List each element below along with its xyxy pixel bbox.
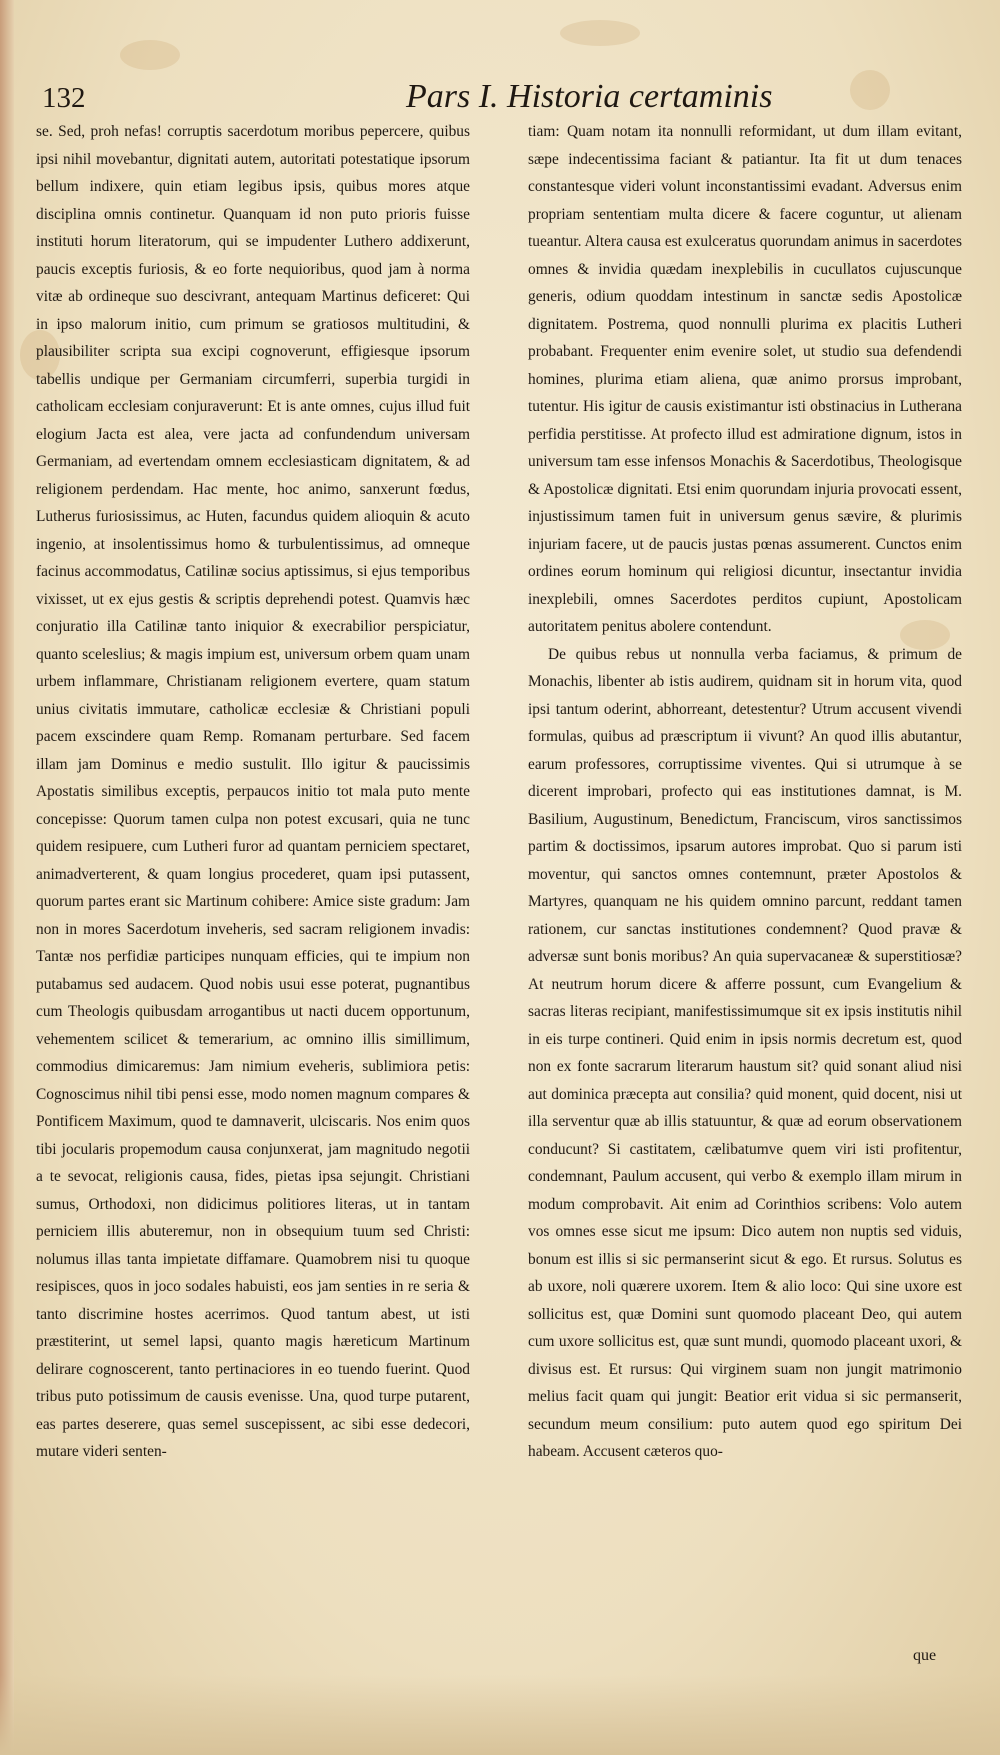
page-edge (0, 0, 14, 1755)
right-column (528, 118, 962, 1678)
paper-stain (120, 40, 180, 70)
catchword: que (913, 1647, 937, 1664)
left-column (36, 118, 470, 1678)
left-column-text: se. Sed, proh nefas! corruptis sacerdotum moribus pepercere, quibus ipsi nihil movebantur, dignitati autem, autoritati potestatique ipsorum bellum indixere, quin etiam legibus ipsis, quibus mores atque disciplina omnis continetur. Quanquam id non puto prioris fuisse instituti horum literatorum, qui se impudenter Luthero addixerunt, paucis exceptis furiosis, & eo forte nequioribus, quod jam à norma vitæ ab ordineque suo descivrant, antequam Martinus deficeret: Qui in ipso malorum initio, cum primum se gratiosos multitudini, & plausibiliter scripta sua excipi cognoverunt, effigiesque ipsorum tabellis undique per Germaniam circumferri, superbia turgidi in catholicam ecclesiam conjuraverunt: Et is ante omnes, cujus illud fuit elogium Jacta est alea, vere jacta ad confundendum universam Germaniam, ad evertendam omnem ecclesiasticam dignitatem, & ad religionem perdendam. Hac mente, hoc animo, sanxerunt fœdus, Lutherus furiosissimus, ac Huten, facundus quidem alioquin & acuto ingenio, at insolentissimus homo & turbulentissimus, ad omneque facinus accommodatus, Catilinæ socius aptissimus, si ejus temporibus vixisset, ut ex ejus gestis & scriptis deprehendi potest. Quamvis hæc conjuratio illa Catilinæ tanto iniquior & execrabilior perspiciatur, quanto sceleslius; & magis impium est, universum orbem quam unam urbem inflammare, Christianam religionem evertere, quam statum unius civitatis immutare, catholicæ ecclesiæ & Christiani populi pacem exscindere quam Remp. Romanam perturbare. Sed facem illam jam Dominus e medio sustulit. Illo igitur & paucissimis Apostatis similibus exceptis, perpaucos initio tot mala puto mente concepisse: Quorum tamen culpa non potest excusari, quia ne tunc quidem resipuere, cum Lutheri furor ad quantam perniciem spectaret, animadverterent, & quam longius procederet, quam ipsi putassent, quorum partes erant sic Martinum cohibere: Amice siste gradum: Jam non in mores Sacerdotum inveheris, sed sacram religionem invadis: Tantæ nos perfidiæ participes nunquam efficies, qui te impium non putabamus sed audacem. Quod nobis usui esse poterat, pugnantibus cum Theologis quibusdam arrogantibus ut nacti ducem opportunum, vehementem scilicet & temerarium, ac omnino illis simillimum, commodius dimicaremus: Jam nimium eveheris, sublimiora petis: Cognoscimus nihil tibi pensi esse, modo nomen magnum compares & Pontificem Maximum, quod te damnaverit, ulciscaris. Nos enim quos tibi jocularis propemodum causa conjunxerat, jam magnitudo negotii a te sevocat, religionis causa, fides, pietas ipsa sejungit. Christiani sumus, Orthodoxi, non didicimus politiores literas, ut in tantam perniciem illis abuteremur, non in obsequium tuum sed Christi: nolumus illas tanta impietate diffamare. Quamobrem nisi tu quoque resipisces, quos in joco sodales habuisti, eos jam senties in re seria & tanto discrimine hostes acerrimos. Quod tantum abest, ut isti præstiterint, ut semel lapsi, quanto magis hæreticum Martinum delirare cognoscerent, tanto pertinaciores in eo tuendo fuerint. Quod tribus puto potissimum de causis evenisse. Una, quod turpe putarent, eas partes deserere, quas semel suscepissent, ac sibi esse dedecori, mutare videri senten- (36, 123, 470, 1460)
running-title: Pars I. Historia certaminis (406, 78, 773, 115)
right-paragraph-1: tiam: Quam notam ita nonnulli reformidant, ut dum illam evitant, sæpe indecentissima faciant & patiantur. Ita fit ut dum tenaces constantesque videri volunt inconstantissimi evadant. Adversus enim propriam sententiam multa dicere & facere coguntur, ut alienam tueantur. Altera causa est exulceratus quorundam animus in sacerdotes omnes & invidia quædam inexplebilis in cucullatos cujuscunque generis, odium quoddam intestinum in sanctæ sedis Apostolicæ dignitatem. Postrema, quod nonnulli plurima ex placitis Lutheri probabant. Frequenter enim evenire solet, ut studio sua defendendi homines, plurima etiam aliena, quæ animo prorsus improbant, tutentur. His igitur de causis existimantur isti obstinacius in Lutherana perfidia perstitisse. At profecto illud est admiratione dignum, istos in universum tam esse infensos Monachis & Sacerdotibus, Theologisque & Apostolicæ dignitati. Etsi enim quorundam injuria provocati essent, injustissimum tamen fuit in universum genus sævire, & plurimis injuriam facere, ut de paucis justas pœnas assumerent. Cunctos enim ordines eorum hominum qui religiosi dicuntur, insectantur invidia inexplebili, omnes Sacerdotes perditos cupiunt, Apostolicam autoritatem penitus abolere contendunt. (528, 123, 962, 635)
paper-stain (560, 20, 640, 46)
page-header (0, 78, 1000, 122)
right-paragraph-2: De quibus rebus ut nonnulla verba faciamus, & primum de Monachis, libenter ab istis audirem, quidnam sit in horum vita, quod ipsi tantum oderint, abhorreant, detestentur? Utrum accusent vivendi formulas, quibus ad præscriptum ii vivunt? An quod illis abutantur, earum professores, corruptissime viventes. Qui si utrumque à se dicerent improbari, profecto qui eas institutiones damnat, is M. Basilium, Augustinum, Benedictum, Franciscum, viros sanctissimos partim & doctissimos, ipsarum autores improbat. Quo si parum isti moventur, qui sanctos omnes contemnunt, præter Apostolos & Martyres, quanquam ne his quidem omnino parcunt, reddant tamen rationem, cur sanctas institutiones condemnent? Quod pravæ & adversæ sunt bonis moribus? An quia supervacaneæ & superstitiosæ? At neutrum horum dicere & afferre possunt, cum Evangelium & sacras literas recipiant, manifestissimumque sit ex ipsis institutis nihil in eis turpe contineri. Quid enim in ipsis normis decretum est, quod non ex fonte sacrarum literarum haustum sit? quid sonant aliud nisi aut dominica præcepta aut consilia? quid monent, quid docent, nisi ut illa serventur quæ ab illis statuuntur, & quæ ad eorum observationem conducunt? Si castitatem, cælibatumve quem viri isti profitentur, condemnant, Paulum accusent, qui verbo & exemplo illam mirum in modum comprobavit. Ait enim ad Corinthios scribens: Volo autem vos omnes esse sicut me ipsum: Dico autem non nuptis sed viduis, bonum est illis si sic permanserint sicut & ego. Et rursus. Solutus es ab uxore, noli quærere uxorem. Item & alio loco: Qui sine uxore est sollicitus est, quæ Domini sunt quomodo placeant Deo, qui autem cum uxore sollicitus est, quæ sunt mundi, quomodo placeant uxori, & divisus est. Et rursus: Qui virginem suam non jungit matrimonio melius facit quam qui jungit: Beatior erit vidua si sic permanserit, secundum meum consilium: puto autem quod ego spiritum Dei habeam. Accusent cæteros quo- (528, 645, 962, 1460)
page-bottom-shadow (0, 1675, 1000, 1755)
page-number: 132 (42, 82, 86, 114)
